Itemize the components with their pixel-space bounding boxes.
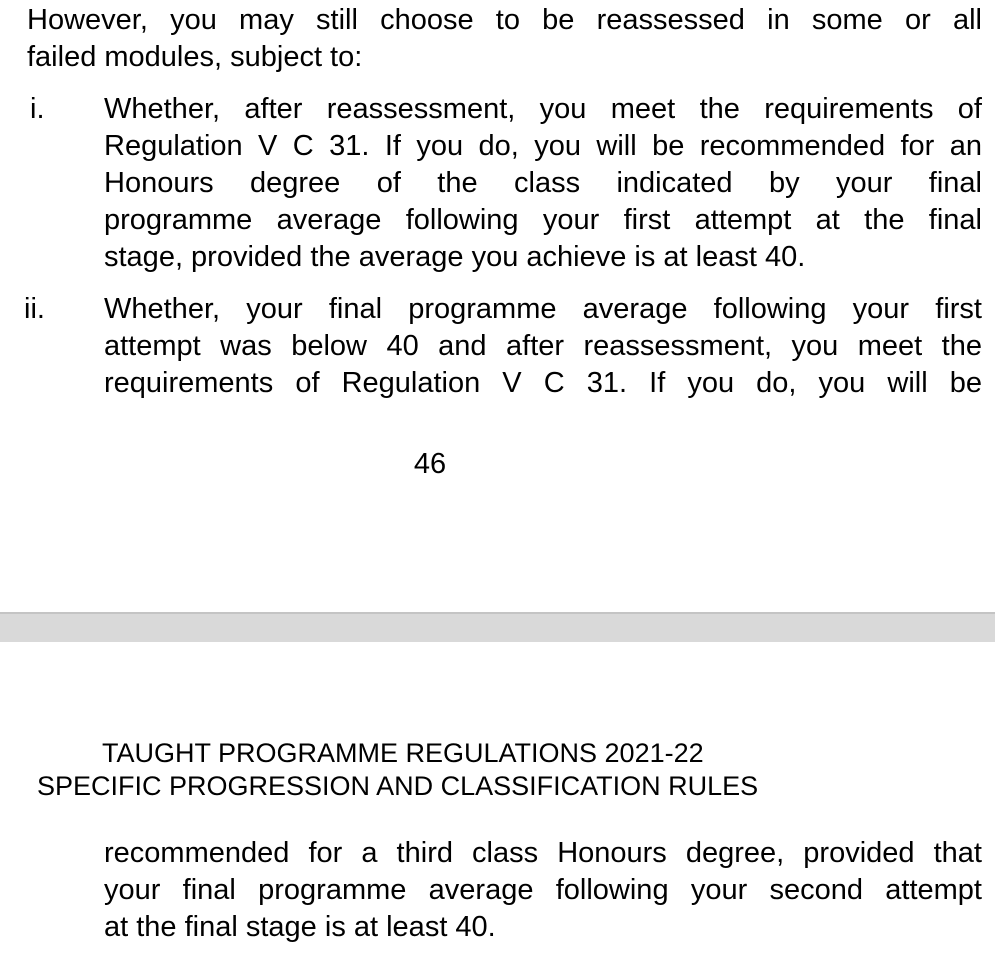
intro-paragraph — [27, 2, 982, 76]
intro-line: failed modules, subject to: — [27, 41, 363, 73]
page-separator — [0, 612, 995, 642]
running-header-title: TAUGHT PROGRAMME REGULATIONS 2021-22 — [102, 738, 704, 768]
text-line: stage, provided the average you achieve is at least 40. — [104, 241, 806, 273]
running-header-subtitle: SPECIFIC PROGRESSION AND CLASSIFICATION RULES — [37, 771, 759, 801]
list-item-text — [104, 291, 982, 402]
text-line: Regulation V C 31. If you do, you will be recommended for an — [104, 130, 982, 162]
list-marker: ii. — [24, 293, 45, 325]
text-line: programme average following your first attempt at the final — [104, 204, 982, 236]
intro-line: However, you may still choose to be reassessed in some or all — [27, 4, 982, 36]
text-line: recommended for a third class Honours degree, provided that — [104, 837, 982, 869]
continued-paragraph — [104, 835, 982, 946]
text-line: at the final stage is at least 40. — [104, 911, 496, 943]
page-number: 46 — [413, 448, 447, 480]
list-marker: i. — [30, 93, 45, 125]
text-line: requirements of Regulation V C 31. If you do, you will be — [104, 367, 982, 399]
list-item-text — [104, 91, 982, 276]
text-line: Whether, after reassessment, you meet the requirements of — [104, 93, 982, 125]
document-page-47 — [0, 642, 995, 955]
text-line: Whether, your final programme average following your first — [104, 293, 982, 325]
text-line: your final programme average following your second attempt — [104, 874, 982, 906]
text-line: attempt was below 40 and after reassessment, you meet the — [104, 330, 982, 362]
text-line: Honours degree of the class indicated by your final — [104, 167, 982, 199]
